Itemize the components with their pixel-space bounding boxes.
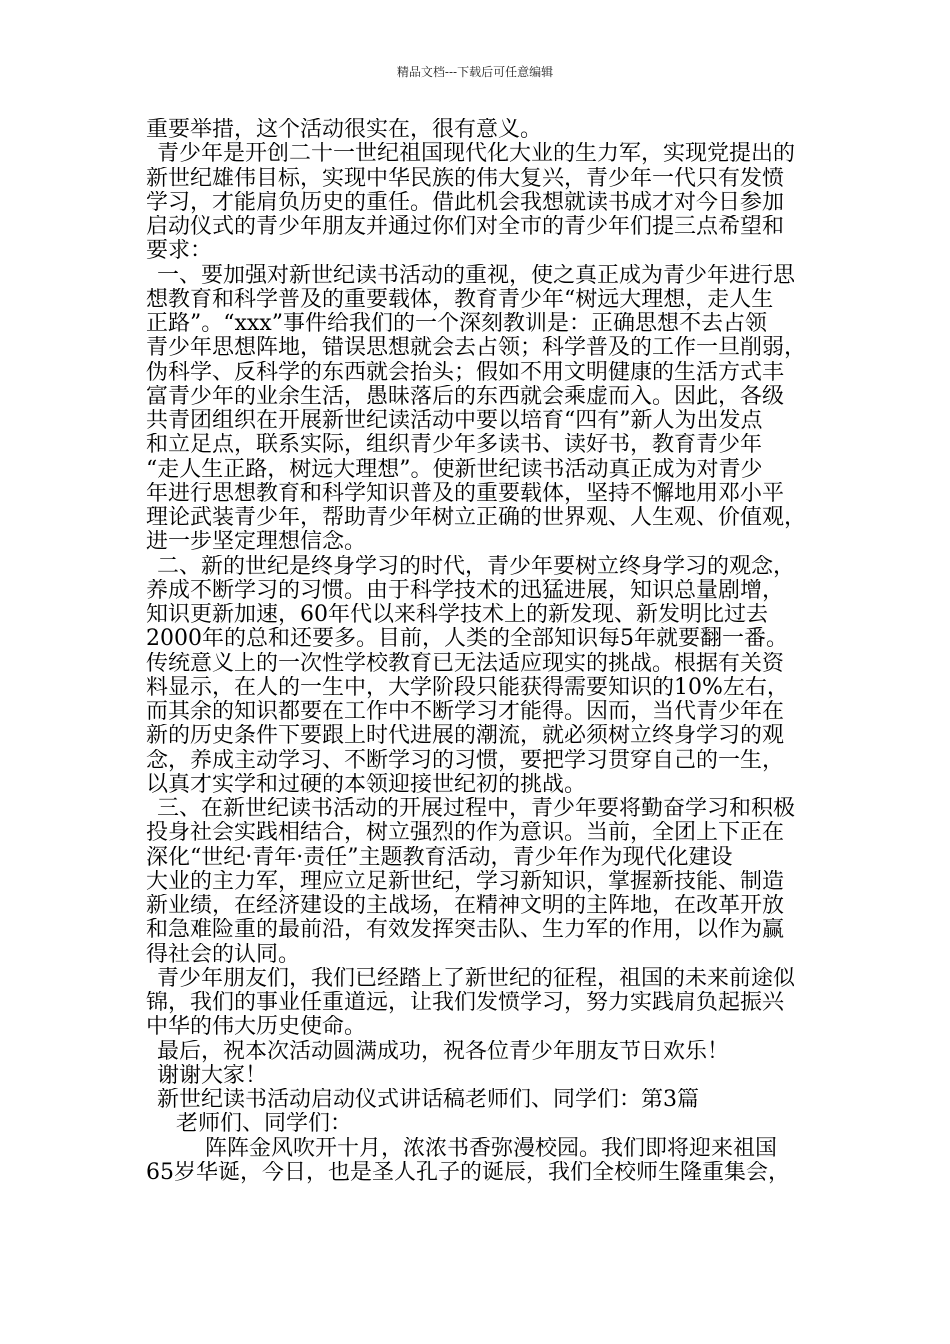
text-line: 得社会的认同。 (146, 942, 301, 967)
page-header: 精品文档---下载后可任意编辑 (396, 65, 554, 79)
text-line: 青少年朋友们，我们已经踏上了新世纪的征程，祖国的未来前途似 (157, 966, 796, 991)
text-line: “走人生正路，树远大理想”。使新世纪读书活动真正成为对青少 (146, 457, 763, 482)
text-line: 进一步坚定理想信念。 (146, 530, 367, 555)
text-line: 正路”。“xxx”事件给我们的一个深刻教训是：正确思想不去占领 (146, 312, 767, 336)
text-line: 最后，祝本次活动圆满成功，祝各位青少年朋友节日欢乐！ (157, 1039, 730, 1064)
text-line: 二、新的世纪是终身学习的时代，青少年要树立终身学习的观念， (157, 554, 796, 579)
text-line: 2000年的总和还要多。目前，人类的全部知识每5年就要翻一番。 (146, 627, 788, 652)
text-line: 中华的伟大历史使命。 (146, 1015, 367, 1040)
text-line: 谢谢大家！ (157, 1063, 268, 1088)
text-line: 新业绩，在经济建设的主战场，在精神文明的主阵地，在改革开放 (146, 894, 785, 918)
text-line: 伪科学、反科学的东西就会抬头；假如不用文明健康的生活方式丰 (146, 360, 785, 385)
text-line: 重要举措，这个活动很实在，很有意义。 (146, 118, 543, 142)
text-line: 阵阵金风吹开十月，浓浓书香弥漫校园。我们即将迎来祖国 (205, 1136, 778, 1161)
text-line: 以真才实学和过硬的本领迎接世纪初的挑战。 (146, 772, 587, 797)
text-line: 深化“世纪·青年·责任”主题教育活动，青少年作为现代化建设 (146, 845, 733, 870)
text-line: 和急难险重的最前沿，有效发挥突击队、生力军的作用，以作为赢 (146, 918, 785, 943)
text-line: 启动仪式的青少年朋友并通过你们对全市的青少年们提三点希望和 (146, 215, 785, 239)
text-line: 知识更新加速，60年代以来科学技术上的新发现、新发明比过去 (146, 603, 768, 627)
text-line: 共青团组织在开展新世纪读活动中要以培育“四有”新人为出发点 (146, 409, 763, 433)
text-line: 学习，才能肩负历史的重任。借此机会我想就读书成才对今日参加 (146, 190, 785, 215)
text-line: 新世纪雄伟目标，实现中华民族的伟大复兴，青少年一代只有发愤 (146, 166, 785, 191)
text-line: 要求： (146, 239, 213, 264)
text-line: 大业的主力军，理应立足新世纪，学习新知识，掌握新技能、制造 (146, 869, 785, 894)
text-line: 三、在新世纪读书活动的开展过程中，青少年要将勤奋学习和积极 (157, 797, 796, 821)
text-line: 年进行思想教育和科学知识普及的重要载体，坚持不懈地用邓小平 (146, 481, 785, 506)
text-line: 65岁华诞，今日，也是圣人孔子的诞辰，我们全校师生隆重集会， (146, 1160, 790, 1185)
text-line: 青少年思想阵地，错误思想就会去占领；科学普及的工作一旦削弱， (146, 336, 807, 361)
text-line: 锦，我们的事业任重道远，让我们发愤学习，努力实践肩负起振兴 (146, 991, 785, 1015)
text-line: 念，养成主动学习、不断学习的习惯，要把学习贯穿自己的一生， (146, 748, 785, 773)
text-line: 而其余的知识都要在工作中不断学习才能得。因而，当代青少年在 (146, 700, 785, 724)
text-line: 一、要加强对新世纪读书活动的重视，使之真正成为青少年进行思 (157, 263, 796, 288)
text-line: 富青少年的业余生活，愚昧落后的东西就会乘虚而入。因此，各级 (146, 384, 785, 409)
text-line: 想教育和科学普及的重要载体，教育青少年“树远大理想，走人生 (146, 287, 774, 312)
text-line: 和立足点，联系实际，组织青少年多读书、读好书，教育青少年 (146, 433, 763, 458)
text-line: 新世纪读书活动启动仪式讲话稿老师们、同学们：第3篇 (157, 1088, 699, 1112)
text-line: 传统意义上的一次性学校教育已无法适应现实的挑战。根据有关资 (146, 651, 785, 676)
text-line: 青少年是开创二十一世纪祖国现代化大业的生力军，实现党提出的 (157, 142, 796, 167)
text-line: 投身社会实践相结合，树立强烈的作为意识。当前，全团上下正在 (146, 821, 785, 846)
text-line: 养成不断学习的习惯。由于科学技术的迅猛进展，知识总量剧增， (146, 578, 785, 603)
document-body (146, 118, 818, 1185)
text-line: 理论武装青少年，帮助青少年树立正确的世界观、人生观、价值观， (146, 506, 807, 530)
text-line: 老师们、同学们： (176, 1112, 353, 1137)
text-line: 料显示，在人的一生中，大学阶段只能获得需要知识的10%左右， (146, 675, 789, 700)
text-line: 新的历史条件下要跟上时代进展的潮流，就必须树立终身学习的观 (146, 724, 785, 749)
